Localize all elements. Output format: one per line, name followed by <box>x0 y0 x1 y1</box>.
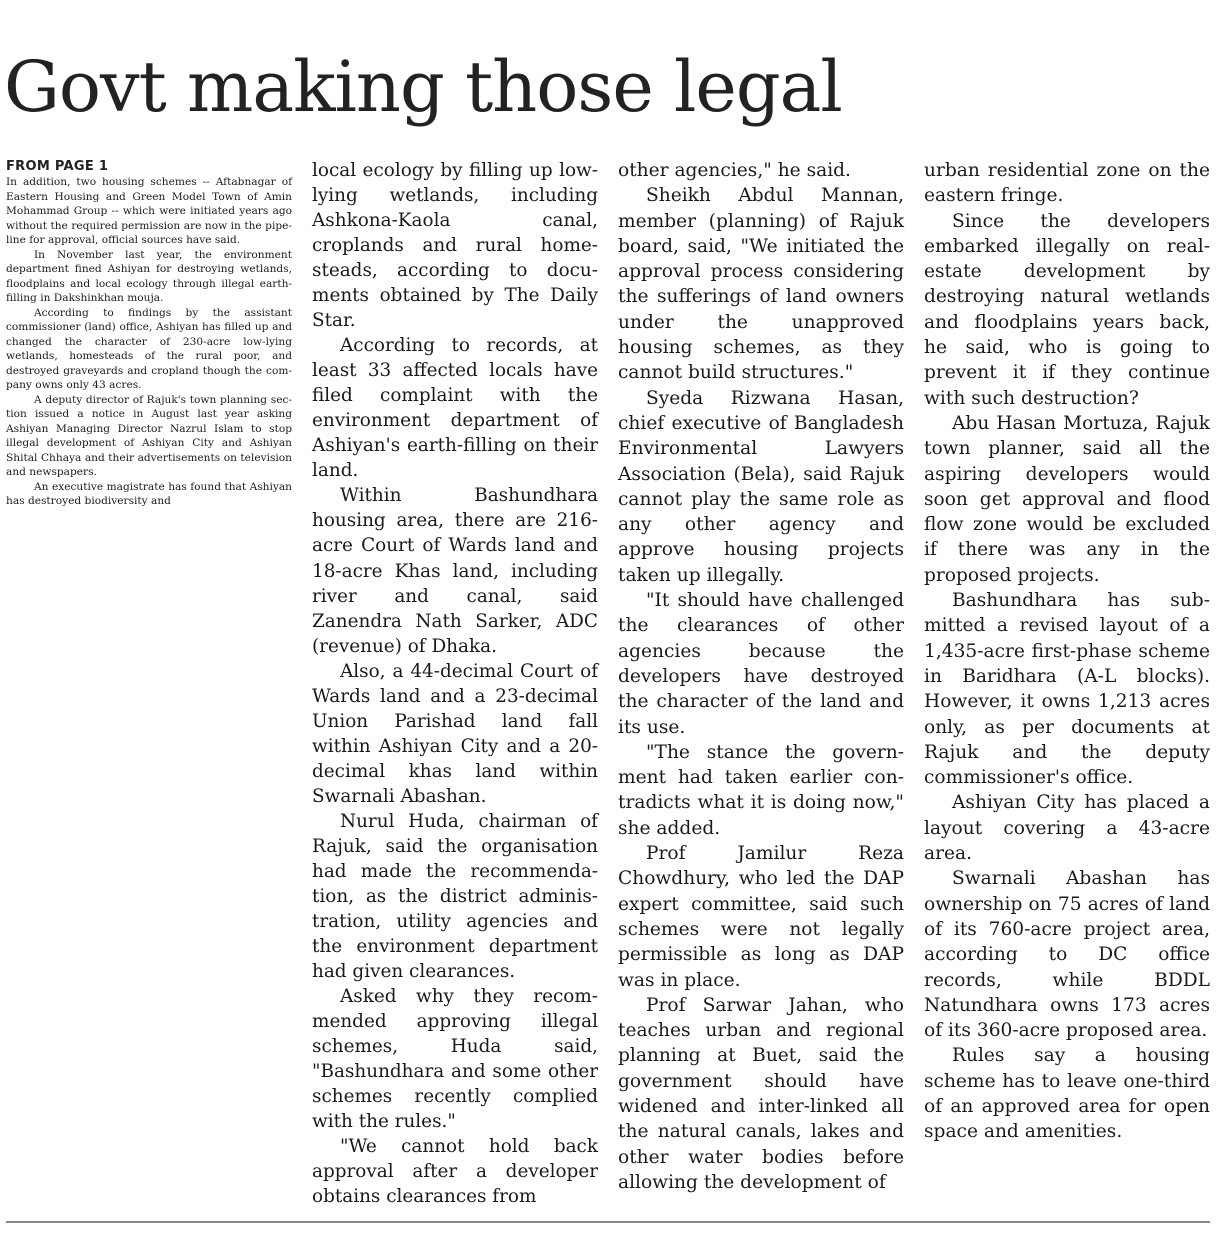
paragraph: Sheikh Abdul Mannan, member (planning) of Rajuk board, said, "We initiated the approval process considering the sufferings of land owners under the unapproved housing schemes, as they cannot build structures." <box>618 185 904 384</box>
article-columns <box>6 158 1210 1209</box>
paragraph: In addition, two housing schemes -- Aftabnagar of Eastern Housing and Green Model Town of Amin Mohammad Group -- which were initiated years ago without the required permission are now in the pipeline for approval, official sources have said. <box>6 176 292 246</box>
paragraph: "The stance the government had taken earlier contradicts what it is doing now," she added. <box>618 741 904 839</box>
paragraph: According to records, at least 33 affected locals have filed complaint with the environment department of Ashiyan's earth-filling on their land. <box>312 335 598 482</box>
paragraph: Also, a 44-decimal Court of Wards land and a 23-decimal Union Parishad land fall within Ashiyan City and a 20-decimal khas land within Swarnali Abashan. <box>312 660 598 807</box>
paragraph: Bashundhara has submitted a revised layout of a 1,435-acre first-phase scheme in Baridhara (A-L blocks). However, it owns 1,213 acres only, as per documents at Rajuk and the deputy commissioner's office. <box>924 590 1210 789</box>
paragraph: Abu Hasan Mortuza, Rajuk town planner, said all the aspiring developers would soon get approval and flood flow zone would be excluded if there was any in the proposed projects. <box>924 412 1210 586</box>
paragraph: In November last year, the environment department fined Ashiyan for destroying wetlands, floodplains and local ecology through illegal earth-filling in Dakshinkhan mouja. <box>6 248 292 304</box>
column-3 <box>618 158 904 1209</box>
bottom-rule <box>6 1221 1210 1223</box>
column-2 <box>312 158 598 1209</box>
paragraph: Ashiyan City has placed a layout covering a 43-acre area. <box>924 792 1210 865</box>
paragraph: urban residential zone on the eastern fringe. <box>924 160 1210 207</box>
paragraph: Prof Sarwar Jahan, who teaches urban and regional planning at Buet, said the government should have widened and inter-linked all the natural canals, lakes and other water bodies before allowing the development of <box>618 994 904 1193</box>
continuation-kicker: FROM PAGE 1 <box>6 159 109 174</box>
paragraph: Syeda Rizwana Hasan, chief executive of Bangladesh Environmental Lawyers Association (Bela), said Rajuk cannot play the same role as any other agency and approve housing projects taken up illegally. <box>618 387 904 586</box>
paragraph: A deputy director of Rajuk's town planning section issued a notice in August last year asking Ashiyan Managing Director Nazrul Islam to stop illegal development of Ashiyan City and Ashiyan Shital Chhaya and their advertisements on television and newspapers. <box>6 393 292 478</box>
paragraph: Rules say a housing scheme has to leave one-third of an approved area for open space and amenities. <box>924 1045 1210 1143</box>
paragraph: local ecology by filling up low-lying wetlands, including Ashkona-Kaola canal, croplands and rural homesteads, according to documents obtained by The Daily Star. <box>312 160 598 332</box>
paragraph: Nurul Huda, chairman of Rajuk, said the organisation had made the recommendation, as the district administration, utility agencies and the environment department had given clearances. <box>312 810 598 982</box>
paragraph: Prof Jamilur Reza Chowdhury, who led the DAP expert committee, said such schemes were not legally permissible as long as DAP was in place. <box>618 843 904 991</box>
paragraph: "We cannot hold back approval after a developer obtains clearances from <box>312 1136 598 1208</box>
paragraph: According to findings by the assistant commissioner (land) office, Ashiyan has filled up and changed the character of 230-acre low-lying wetlands, homesteads of the rural poor, and destroyed graveyards and cropland though the company owns only 43 acres. <box>6 306 292 391</box>
paragraph: An executive magistrate has found that Ashiyan has destroyed biodiversity and <box>6 480 292 507</box>
paragraph: Asked why they recommended approving illegal schemes, Huda said, "Bashundhara and some other schemes recently complied with the rules." <box>312 986 598 1133</box>
paragraph: Within Bashundhara housing area, there are 216-acre Court of Wards land and 18-acre Khas land, including river and canal, said Zanendra Nath Sarker, ADC (revenue) of Dhaka. <box>312 485 598 657</box>
column-4 <box>924 158 1210 1209</box>
headline: Govt making those legal <box>4 46 842 128</box>
paragraph: Swarnali Abashan has ownership on 75 acres of land of its 760-acre project area, according to DC office records, while BDDL Natundhara owns 173 acres of its 360-acre proposed area. <box>924 868 1210 1042</box>
column-1 <box>6 158 292 1209</box>
paragraph: "It should have challenged the clearances of other agencies because the developers have destroyed the character of the land and its use. <box>618 590 904 738</box>
paragraph: Since the developers embarked illegally on real-estate development by destroying natural wetlands and floodplains years back, he said, who is going to prevent it if they continue with such destruction? <box>924 210 1210 409</box>
paragraph: other agencies," he said. <box>618 160 851 181</box>
